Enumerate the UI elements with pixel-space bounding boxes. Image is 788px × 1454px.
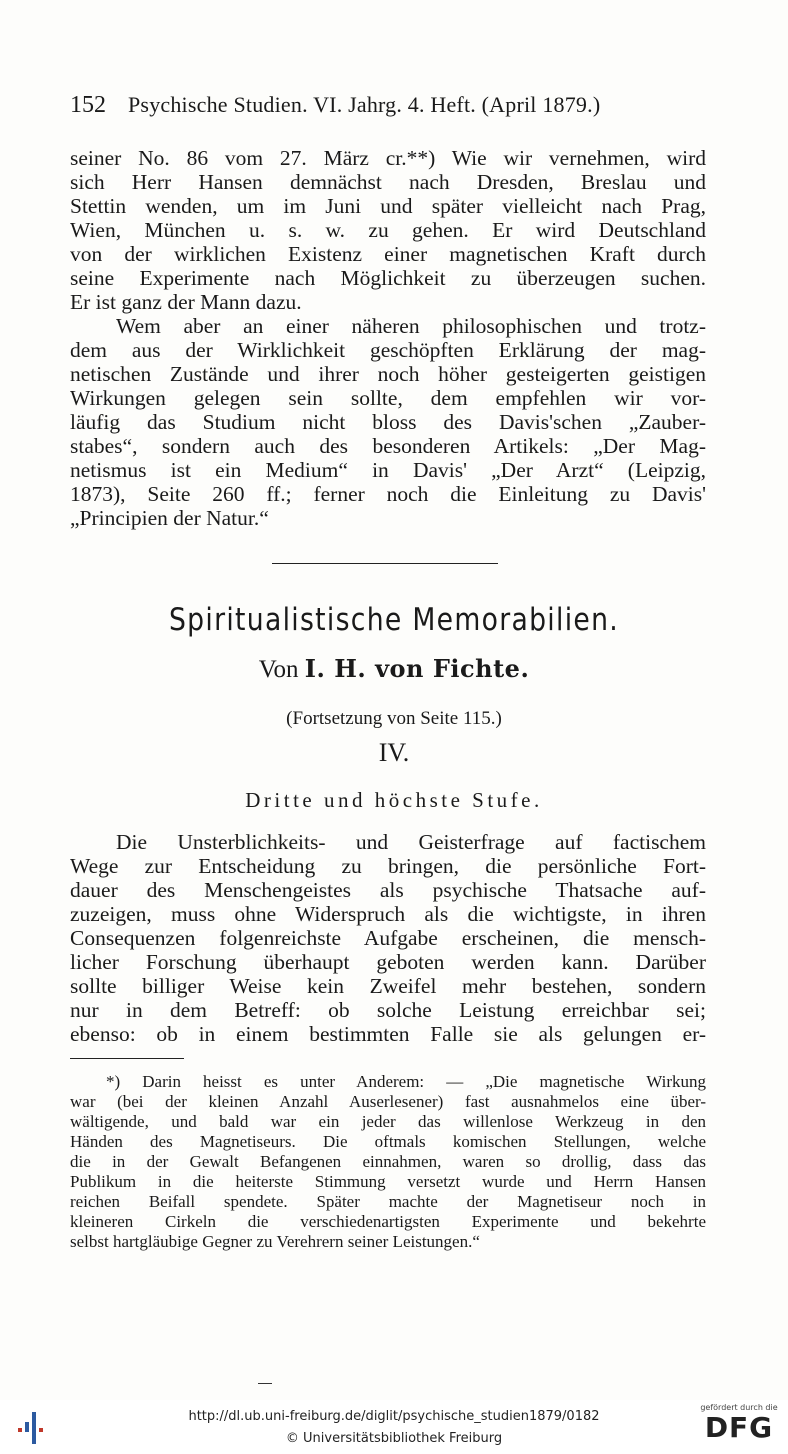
text-line: sich Herr Hansen demnächst nach Dresden, Breslau und (70, 170, 706, 194)
page-number: 152 (70, 92, 106, 118)
text-line: Wirkungen gelegen sein sollte, dem empfehlen wir vor- (70, 386, 706, 410)
text-line: läufig das Studium nicht bloss des Davis'schen „Zauber- (70, 410, 706, 434)
dfg-logo-text: DFG (704, 1411, 774, 1444)
article-title: Spiritualistische Memorabilien. (168, 602, 620, 638)
text-line: stabes“, sondern auch des besonderen Artikels: „Der Mag- (70, 434, 706, 458)
text-line: ebenso: ob in einem bestimmten Falle sie als gelungen er- (70, 1022, 706, 1046)
footnote (70, 1072, 706, 1252)
running-header (70, 92, 706, 122)
dfg-tagline: gefördert durch die (700, 1403, 778, 1412)
text-line: Stettin wenden, um im Juni und später vielleicht nach Prag, (70, 194, 706, 218)
footnote-line: selbst hartgläubige Gegner zu Verehrern seiner Leistungen.“ (70, 1232, 480, 1251)
permalink-url[interactable]: http://dl.ub.uni-freiburg.de/diglit/psychische_studien1879/0182 (188, 1409, 600, 1424)
continuation-note: (Fortsetzung von Seite 115.) (286, 708, 502, 729)
text-line: Die Unsterblichkeits- und Geisterfrage auf factischem (116, 830, 706, 854)
footnote-line: war (bei der kleinen Anzahl Auserlesener) fast ausnahmelos eine über- (70, 1092, 706, 1111)
text-line: Consequenzen folgenreichste Aufgabe erscheinen, die mensch- (70, 926, 706, 950)
section-number: IV. (378, 738, 410, 767)
running-title: Psychische Studien. VI. Jahrg. 4. Heft. (April 1879.) (128, 92, 601, 117)
text-line: sollte billiger Weise kein Zweifel mehr bestehen, sondern (70, 974, 706, 998)
text-line: Wien, München u. s. w. zu gehen. Er wird Deutschland (70, 218, 706, 242)
footnote-line: kleineren Cirkeln die verschiedenartigsten Experimente und bekehrte (70, 1212, 706, 1231)
text-line: seiner No. 86 vom 27. März cr.**) Wie wir vernehmen, wird (70, 146, 706, 170)
author-prefix: Von (258, 656, 299, 683)
text-line: Wem aber an einer näheren philosophischen und trotz- (116, 314, 706, 338)
text-line: seine Experimente nach Möglichkeit zu überzeugen suchen. (70, 266, 706, 290)
paragraph-hansen (70, 146, 706, 314)
viewer-footer (0, 1400, 788, 1454)
section-title: Dritte und höchste Stufe. (245, 788, 543, 812)
text-line: „Principien der Natur.“ (70, 506, 269, 530)
paragraph-unsterblichkeit (70, 830, 706, 1046)
text-line: licher Forschung überhaupt geboten werden kann. Darüber (70, 950, 706, 974)
footnote-line: reichen Beifall spendete. Später machte der Magnetiseur noch in (70, 1192, 706, 1211)
text-line: Wege zur Entscheidung zu bringen, die persönliche Fort- (70, 854, 706, 878)
copyright-notice: © Universitätsbibliothek Freiburg (285, 1431, 503, 1446)
paragraph-davis (70, 314, 706, 530)
section-divider (272, 563, 498, 564)
text-line: Er ist ganz der Mann dazu. (70, 290, 302, 314)
text-line: netismus ist ein Medium“ in Davis' „Der Arzt“ (Leipzig, (70, 458, 706, 482)
footnote-line: die in der Gewalt Befangenen einnahmen, waren so drollig, dass das (70, 1152, 706, 1171)
author-name: I. H. von Fichte. (304, 654, 530, 683)
footnote-line: *) Darin heisst es unter Anderem: — „Die magnetische Wirkung (106, 1072, 706, 1091)
footnote-rule (70, 1058, 184, 1059)
text-line: zuzeigen, muss ohne Widerspruch als die wichtigste, in ihren (70, 902, 706, 926)
text-line: dauer des Menschengeistes als psychische Thatsache auf- (70, 878, 706, 902)
text-line: dem aus der Wirklichkeit geschöpften Erklärung der mag- (70, 338, 706, 362)
dfg-logo (698, 1403, 780, 1451)
article-byline (0, 654, 788, 684)
text-line: von der wirklichen Existenz einer magnetischen Kraft durch (70, 242, 706, 266)
footnote-line: wältigende, und bald war ein jeder das willenlose Werkzeug in den (70, 1112, 706, 1131)
text-line: nur in dem Betreff: ob solche Leistung erreichbar sei; (70, 998, 706, 1022)
text-line: netischen Zustände und ihrer noch höher gesteigerten geistigen (70, 362, 706, 386)
page-mark (258, 1383, 272, 1384)
footnote-line: Publikum in die heiterste Stimmung versetzt wurde und Herrn Hansen (70, 1172, 706, 1191)
footnote-line: Händen des Magnetiseurs. Die oftmals komischen Stellungen, welche (70, 1132, 706, 1151)
text-line: 1873), Seite 260 ff.; ferner noch die Einleitung zu Davis' (70, 482, 706, 506)
